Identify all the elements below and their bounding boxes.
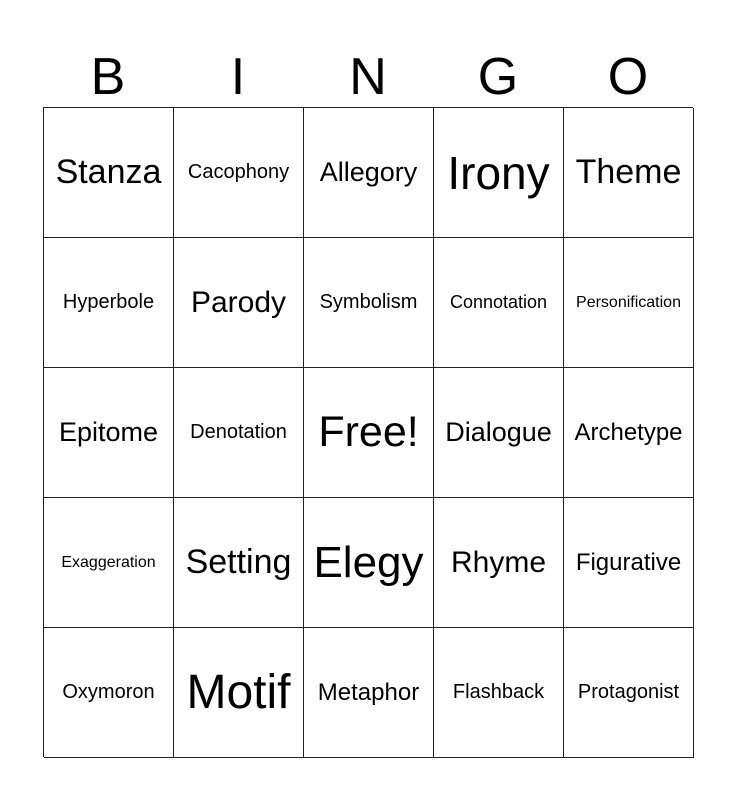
bingo-cell[interactable]: Allegory [304, 108, 434, 238]
header-letter-n: N [349, 48, 387, 106]
header-letter-i: I [230, 48, 246, 106]
bingo-cell[interactable]: Motif [174, 628, 304, 758]
bingo-cell[interactable]: Exaggeration [44, 498, 174, 628]
header-letter-g: G [477, 48, 519, 106]
bingo-cell[interactable]: Personification [564, 238, 694, 368]
bingo-cell[interactable]: Metaphor [304, 628, 434, 758]
bingo-cell[interactable]: Rhyme [434, 498, 564, 628]
bingo-cell[interactable]: Cacophony [174, 108, 304, 238]
bingo-cell[interactable]: Connotation [434, 238, 564, 368]
bingo-cell[interactable]: Denotation [174, 368, 304, 498]
bingo-grid [43, 107, 693, 757]
bingo-cell[interactable]: Theme [564, 108, 694, 238]
bingo-cell[interactable]: Hyperbole [44, 238, 174, 368]
bingo-cell[interactable]: Protagonist [564, 628, 694, 758]
bingo-cell[interactable]: Elegy [304, 498, 434, 628]
bingo-cell[interactable]: Oxymoron [44, 628, 174, 758]
bingo-cell[interactable]: Stanza [44, 108, 174, 238]
bingo-header [43, 42, 693, 108]
bingo-cell[interactable]: Figurative [564, 498, 694, 628]
bingo-cell[interactable]: Irony [434, 108, 564, 238]
bingo-cell[interactable]: Archetype [564, 368, 694, 498]
bingo-cell[interactable]: Epitome [44, 368, 174, 498]
header-letter-o: O [607, 48, 649, 106]
bingo-cell[interactable]: Parody [174, 238, 304, 368]
bingo-cell[interactable]: Dialogue [434, 368, 564, 498]
bingo-cell[interactable]: Flashback [434, 628, 564, 758]
bingo-cell[interactable]: Symbolism [304, 238, 434, 368]
free-space[interactable]: Free! [304, 368, 434, 498]
bingo-cell[interactable]: Setting [174, 498, 304, 628]
header-letter-b: B [90, 48, 126, 106]
